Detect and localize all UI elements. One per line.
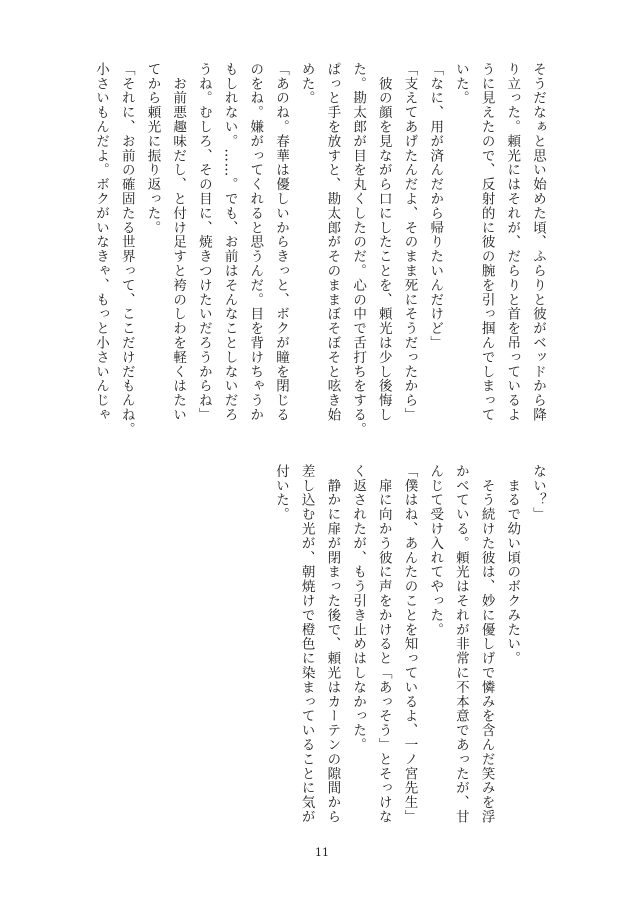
- text-line: ない？」: [530, 464, 546, 522]
- text-line: 「あのね。春華は優しいからきっと、ボクが瞳を閉じる: [272, 62, 289, 422]
- text-line: うね。むしろ、その目に、焼きつけたいだろうからね」: [195, 62, 212, 422]
- text-line: お前悪趣味だし、と付け足すと袴のしわを軽くはたい: [170, 62, 187, 422]
- text-block-upper: [93, 62, 550, 452]
- text-line: かべている。頼光はそれが非常に不本意であったが、甘: [452, 464, 469, 824]
- text-line: うに見えたので、反射的に彼の腕を引っ掴んでしまって: [478, 62, 495, 422]
- text-line: 彼の顔を見ながら口にしたことを、頼光は少し後悔し: [375, 62, 392, 422]
- text-line: 「僕はね、あんたのことを知っているよ、一ノ宮先生」: [401, 464, 418, 824]
- page-number: 11: [315, 846, 329, 859]
- text-line: てから頼光に振り返った。: [144, 62, 161, 235]
- text-line: 付いた。: [272, 464, 289, 522]
- text-line: た。勘太郎が目を丸くしたのだ。心の中で舌打ちをする。: [350, 62, 367, 437]
- text-line: 「それに、お前の確固たる世界って、ここだけだもんね。: [118, 62, 135, 437]
- text-line: 小さいもんだよ。ボクがいなきゃ、もっと小さいんじゃ: [93, 62, 110, 422]
- text-line: く返されたが、もう引き止めはしなかった。: [350, 464, 367, 752]
- text-line: もしれない。……。でも、お前はそんなことしないだろ: [221, 62, 238, 422]
- text-line: 静かに扉が閉まった後で、頼光はカーテンの隙間から: [324, 464, 341, 824]
- text-line: めた。: [298, 62, 315, 106]
- text-line: そうだなぁと思い始めた頃、ふらりと彼がベッドから降: [530, 62, 546, 422]
- text-block-lower: [272, 464, 550, 844]
- text-line: 扉に向かう彼に声をかけると「あっそう」とそっけな: [375, 464, 392, 824]
- text-line: のをね。嫌がってくれると思うんだ。目を背けちゃうか: [247, 62, 264, 422]
- text-line: いた。: [452, 62, 469, 106]
- text-line: 差し込む光が、朝焼けで橙色に染まっていることに気が: [298, 464, 315, 824]
- text-line: んじて受け入れてやった。: [427, 464, 444, 637]
- text-line: り立った。頼光にはそれが、だらりと首を吊っているよ: [504, 62, 521, 422]
- text-line: ぱっと手を放すと、勘太郎がそのままぼそぼそと呟き始: [324, 62, 341, 422]
- text-line: 「支えてあげたんだよ、そのまま死にそうだったから」: [401, 62, 418, 422]
- text-line: そう続けた彼は、妙に優しげで憐みを含んだ笑みを浮: [478, 464, 495, 824]
- text-line: 「なに、用が済んだから帰りたいんだけど」: [427, 62, 444, 350]
- text-line: まるで幼い頃のボクみたい。: [504, 464, 521, 666]
